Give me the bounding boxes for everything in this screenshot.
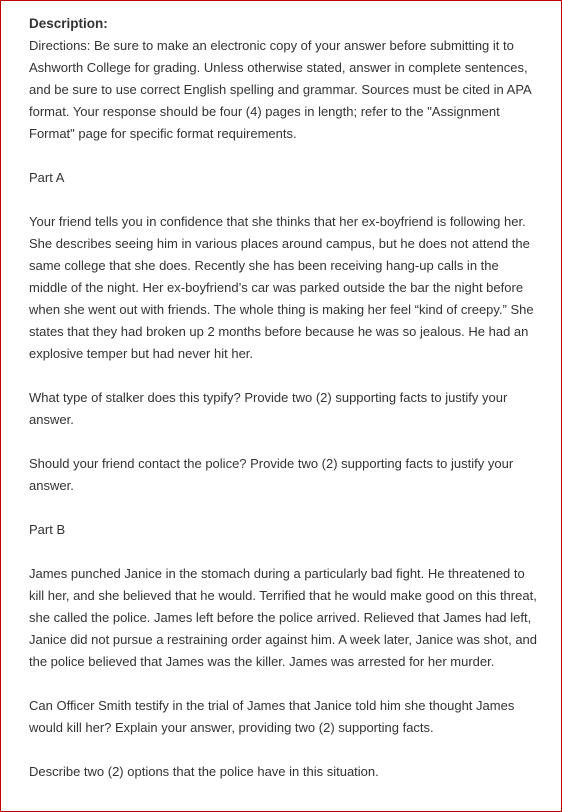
part-b-question-1: Can Officer Smith testify in the trial of James that Janice told him she thought James would kill her? Explain your answer, providing two (2) supporting facts.: [29, 698, 515, 735]
spacer: [29, 365, 539, 387]
part-b-scenario: James punched Janice in the stomach during a particularly bad fight. He threatened to kill her, and she believed that he would. Terrified that he would make good on this threat, she called the police. James left before the police arrived. Relieved that James had left, Janice did not pursue a restraining order against him. A week later, Janice was shot, and the police believed that James was the killer. James was arrested for her murder.: [29, 566, 538, 669]
directions-paragraph: Directions: Be sure to make an electronic copy of your answer before submitting it to Ashworth College for grading. Unless otherwise stated, answer in complete sentences, and be sure to use correct English spelling and grammar. Sources must be cited in APA format. Your response should be four (4) pages in length; refer to the "Assignment Format" page for specific format requirements.: [29, 38, 531, 141]
part-b-question-2: Describe two (2) options that the police have in this situation.: [29, 764, 379, 779]
spacer: [29, 145, 539, 167]
part-a-title: Part A: [29, 170, 65, 185]
part-a-scenario: Your friend tells you in confidence that she thinks that her ex-boyfriend is following her. She describes seeing him in various places around campus, but he does not attend the same college that she does. Recently she has been receiving hang-up calls in the middle of the night. Her ex-boyfriend’s car was parked outside the bar the night before when she went out with friends. The whole thing is making her feel “kind of creepy.” She states that they had broken up 2 months before because he was so jealous. He had an explosive temper but had never hit her.: [29, 214, 534, 361]
spacer: [29, 431, 539, 453]
spacer: [29, 189, 539, 211]
spacer: [29, 497, 539, 519]
part-a-question-2: Should your friend contact the police? Provide two (2) supporting facts to justify your answer.: [29, 456, 514, 493]
spacer: [29, 739, 539, 761]
part-a-question-1: What type of stalker does this typify? Provide two (2) supporting facts to justify your answer.: [29, 390, 508, 427]
description-heading: Description:: [29, 16, 108, 31]
spacer: [29, 541, 539, 563]
part-b-title: Part B: [29, 522, 66, 537]
assignment-description: [29, 13, 539, 783]
spacer: [29, 673, 539, 695]
